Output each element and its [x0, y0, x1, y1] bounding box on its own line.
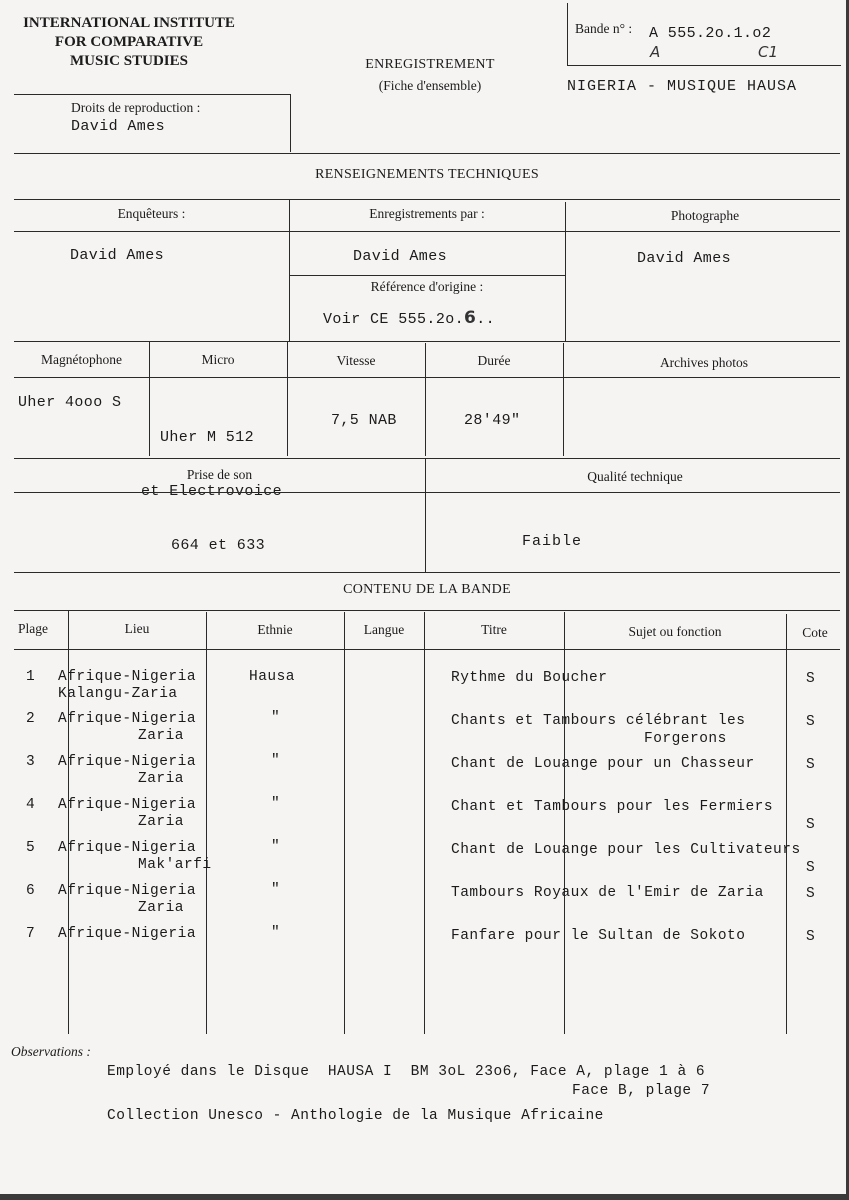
- speed-label: Vitesse: [336, 353, 376, 368]
- micro-line: et Electrovoice: [141, 483, 283, 500]
- track-lieu: Afrique-Nigeria: [58, 669, 197, 685]
- institute-line: MUSIC STUDIES: [70, 53, 188, 69]
- track-ethnie: Hausa: [249, 669, 296, 685]
- track-ethnie: ": [271, 796, 281, 812]
- track-plage: 5: [26, 840, 36, 856]
- col-lieu: Lieu: [124, 621, 150, 636]
- track-lieu: Afrique-Nigeria: [58, 754, 197, 770]
- observations-line: Collection Unesco - Anthologie de la Musique Africaine: [107, 1108, 604, 1124]
- track-lieu: Afrique-Nigeria: [58, 926, 197, 942]
- photographer-label: Photographe: [670, 208, 740, 223]
- track-titre: Tambours Royaux de l'Emir de Zaria: [451, 885, 764, 901]
- track-ethnie: ": [271, 882, 281, 898]
- recorded-by-label: Enregistrements par :: [369, 206, 485, 221]
- photo-archive-label: Archives photos: [659, 355, 749, 370]
- track-ethnie: ": [271, 710, 281, 726]
- track-cote: S: [806, 671, 816, 687]
- track-titre: Rythme du Boucher: [451, 670, 608, 686]
- track-lieu-detail: Mak'arfi: [138, 857, 212, 873]
- track-plage: 2: [26, 711, 36, 727]
- track-titre: Chant de Louange pour les Cultivateurs: [451, 842, 801, 858]
- track-titre: Chant de Louange pour un Chasseur: [451, 756, 755, 772]
- technical-section-title: RENSEIGNEMENTS TECHNIQUES: [315, 167, 539, 182]
- region-title: NIGERIA - MUSIQUE HAUSA: [567, 78, 798, 95]
- col-ethnie: Ethnie: [257, 622, 293, 637]
- form-subtitle: (Fiche d'ensemble): [378, 78, 482, 93]
- origin-ref-suffix: ..: [476, 311, 496, 328]
- track-plage: 6: [26, 883, 36, 899]
- track-plage: 1: [26, 669, 36, 685]
- observations-line: Face B, plage 7: [572, 1083, 711, 1099]
- col-titre: Titre: [481, 622, 507, 637]
- track-plage: 7: [26, 926, 36, 942]
- photographer-value: David Ames: [637, 250, 732, 267]
- duration-label: Durée: [477, 353, 511, 368]
- institute-name: [14, 14, 244, 71]
- track-cote: S: [806, 757, 816, 773]
- track-lieu: Afrique-Nigeria: [58, 883, 197, 899]
- recorder-label: Magnétophone: [41, 352, 122, 367]
- duration-value: 28'49": [464, 412, 521, 429]
- rights-label: Droits de reproduction :: [71, 100, 201, 115]
- track-lieu: Afrique-Nigeria: [58, 711, 197, 727]
- track-cote: S: [806, 817, 816, 833]
- institute-line: FOR COMPARATIVE: [54, 34, 204, 50]
- recorded-by-value: David Ames: [353, 248, 448, 265]
- quality-value: Faible: [522, 533, 583, 550]
- track-ethnie: ": [271, 753, 281, 769]
- institute-line: INTERNATIONAL INSTITUTE: [23, 15, 235, 31]
- track-plage: 3: [26, 754, 36, 770]
- track-cote: S: [806, 886, 816, 902]
- track-lieu-detail: Kalangu-Zaria: [58, 686, 178, 702]
- col-langue: Langue: [363, 622, 405, 637]
- track-cote: S: [806, 929, 816, 945]
- track-lieu: Afrique-Nigeria: [58, 797, 197, 813]
- track-plage: 4: [26, 797, 36, 813]
- origin-ref-handwritten: 6: [464, 308, 477, 328]
- track-lieu-detail: Zaria: [138, 771, 185, 787]
- track-titre: Chants et Tambours célébrant les: [451, 713, 746, 729]
- track-lieu-detail: Zaria: [138, 900, 185, 916]
- investigators-label: Enquêteurs :: [117, 206, 186, 221]
- micro-line: 664 et 633: [171, 537, 266, 554]
- tape-handwritten-code: C1: [758, 43, 779, 61]
- track-titre: Chant et Tambours pour les Fermiers: [451, 799, 774, 815]
- track-ethnie: ": [271, 925, 281, 941]
- origin-ref-label: Référence d'origine :: [370, 279, 484, 294]
- col-sujet: Sujet ou fonction: [628, 624, 722, 639]
- track-cote: S: [806, 714, 816, 730]
- investigators-value: David Ames: [70, 247, 165, 264]
- observations-line: Employé dans le Disque HAUSA I BM 3oL 23o6, Face A, plage 1 à 6: [107, 1064, 706, 1080]
- track-lieu: Afrique-Nigeria: [58, 840, 197, 856]
- quality-label: Qualité technique: [587, 469, 683, 484]
- col-plage: Plage: [18, 621, 48, 636]
- micro-line: Uher M 512: [160, 429, 255, 446]
- origin-ref-text: Voir CE 555.2o.: [323, 311, 465, 328]
- recorder-value: Uher 4ooo S: [18, 394, 122, 411]
- tape-number: A 555.2o.1.o2: [649, 25, 772, 42]
- origin-ref-value: [323, 308, 495, 328]
- track-lieu-detail: Zaria: [138, 814, 185, 830]
- form-title: ENREGISTREMENT: [365, 57, 495, 72]
- micro-label: Micro: [201, 352, 235, 367]
- track-ethnie: ": [271, 839, 281, 855]
- track-lieu-detail: Zaria: [138, 728, 185, 744]
- track-titre-cont: Forgerons: [644, 731, 727, 747]
- sound-label: Prise de son: [186, 467, 253, 482]
- col-cote: Cote: [802, 625, 828, 640]
- track-titre: Fanfare pour le Sultan de Sokoto: [451, 928, 746, 944]
- rights-value: David Ames: [71, 118, 166, 135]
- observations-label: Observations :: [11, 1044, 91, 1059]
- speed-value: 7,5 NAB: [331, 412, 397, 429]
- tape-handwritten-side: A: [650, 43, 661, 61]
- content-section-title: CONTENU DE LA BANDE: [343, 582, 511, 597]
- tape-number-label: Bande n° :: [575, 21, 633, 36]
- track-cote: S: [806, 860, 816, 876]
